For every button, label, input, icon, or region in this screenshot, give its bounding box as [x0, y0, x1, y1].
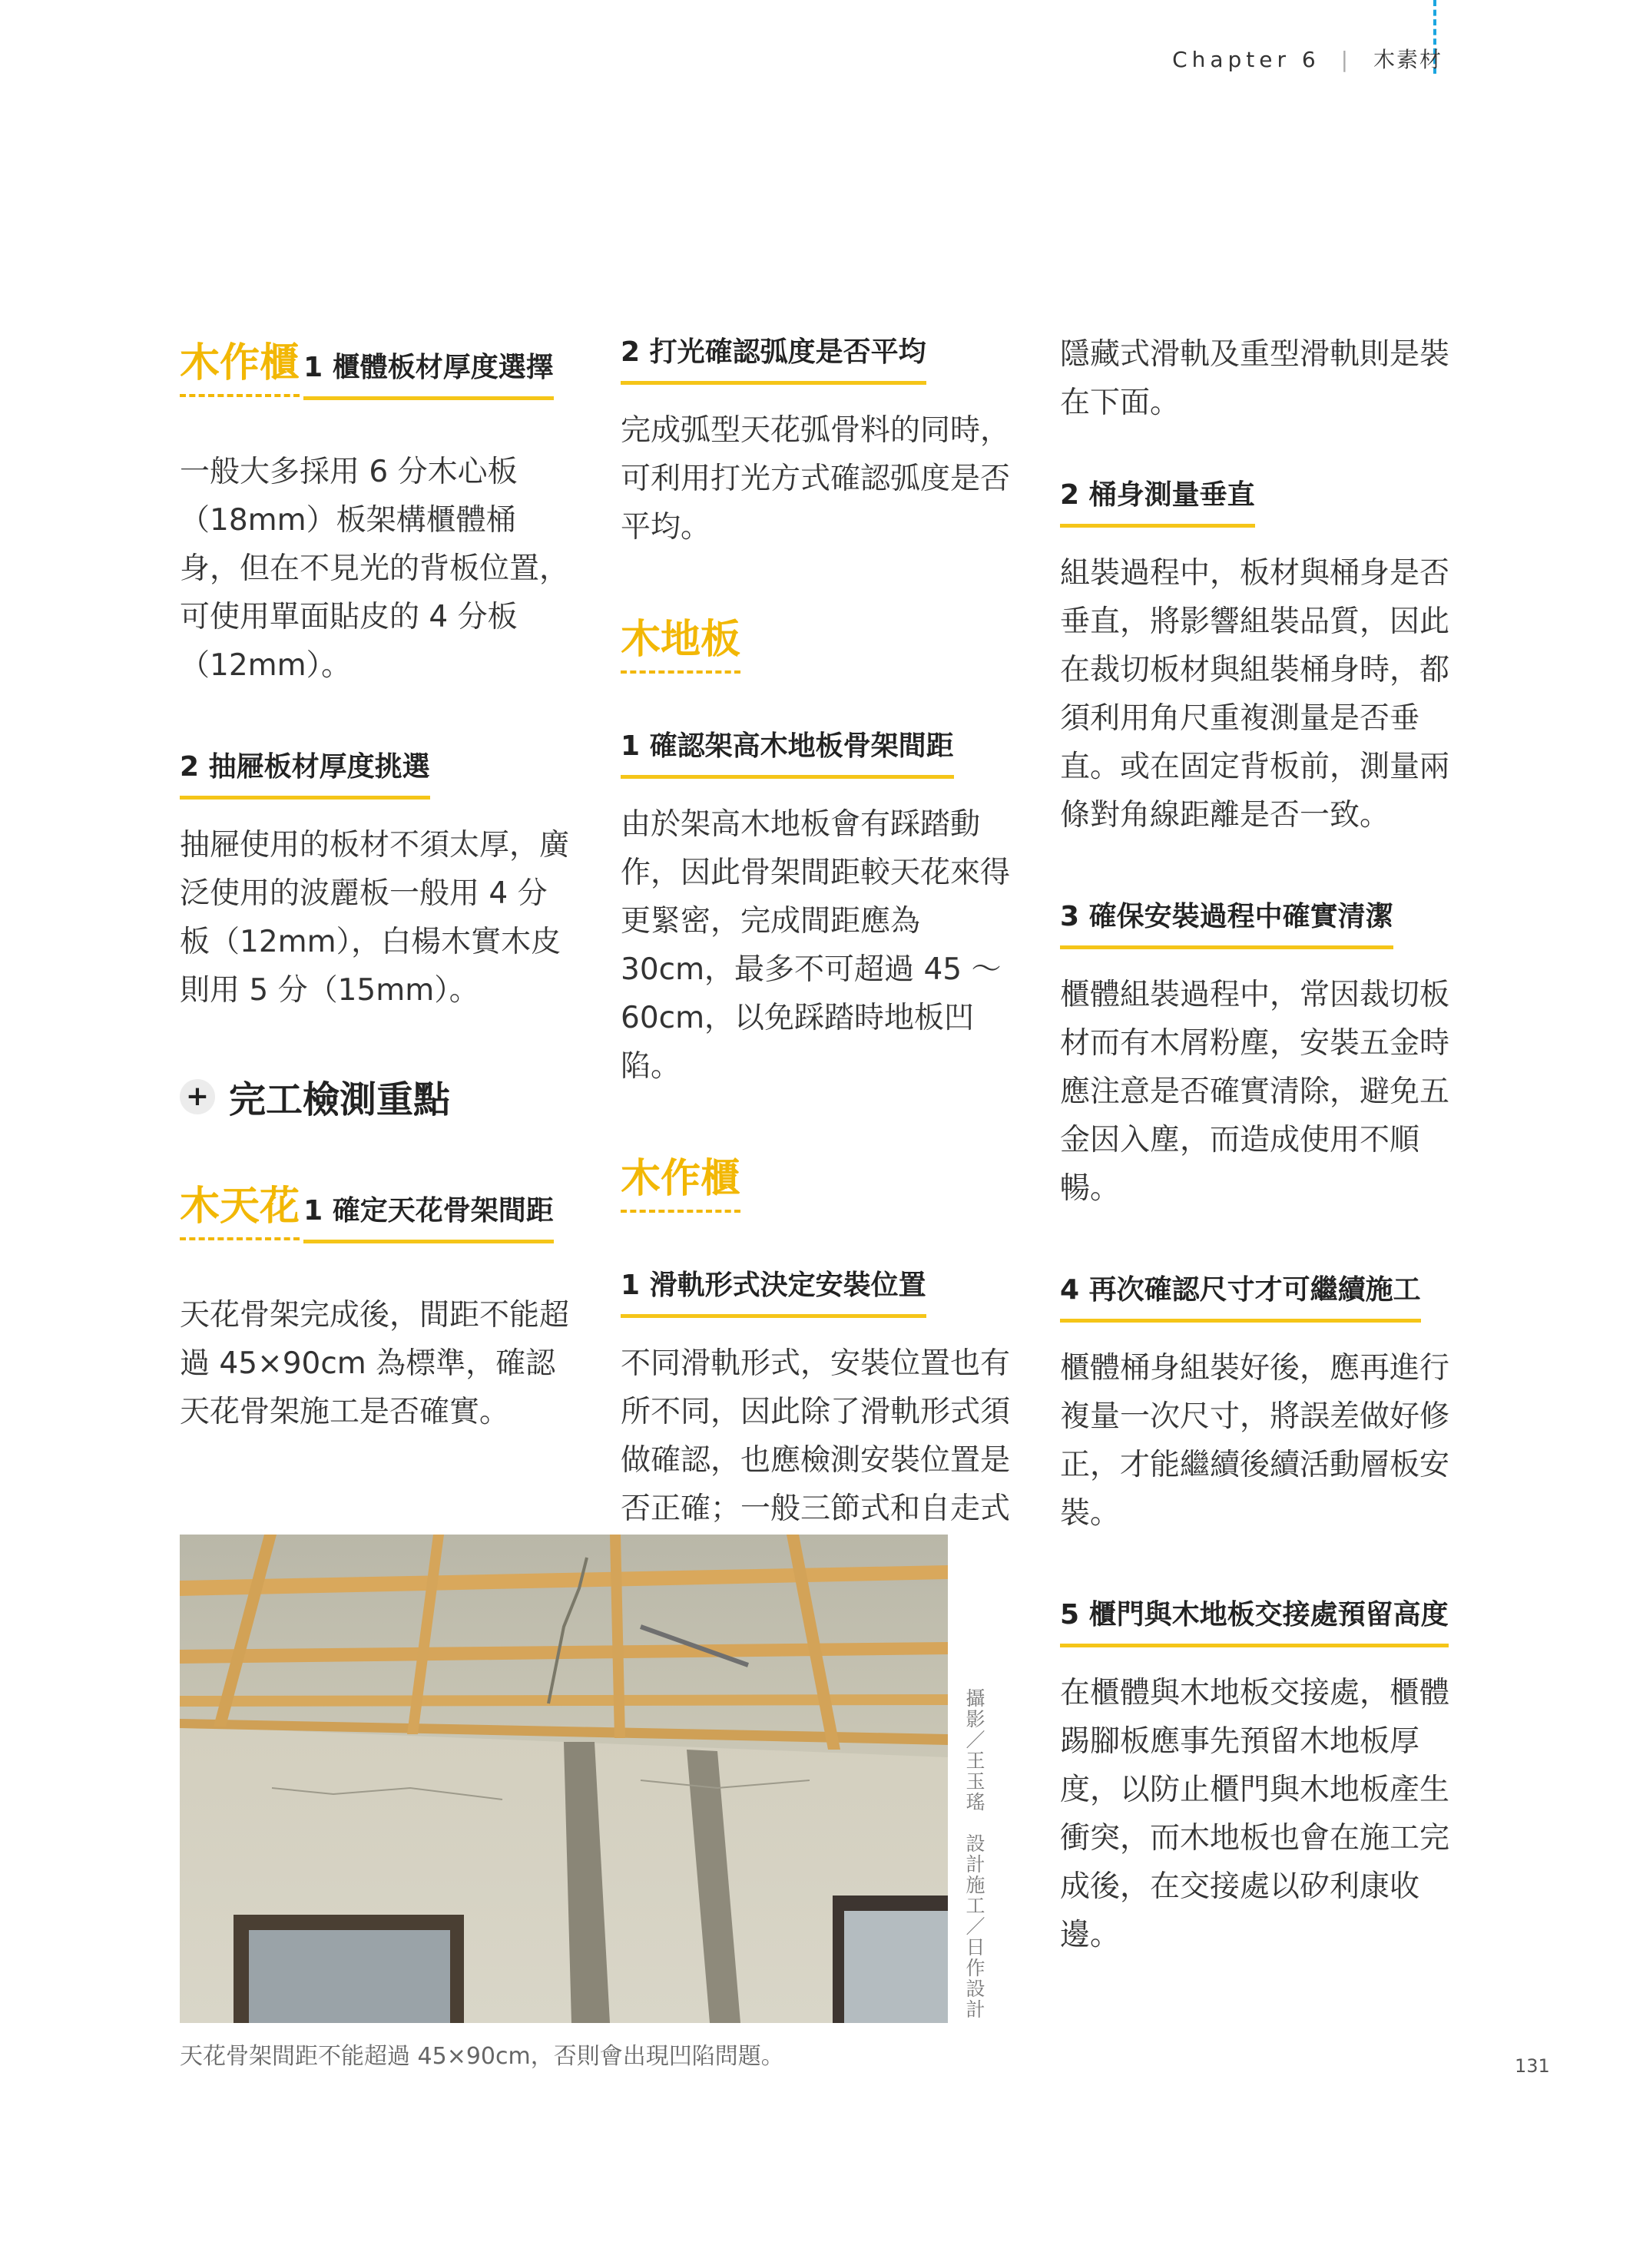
subheading: 1 滑軌形式決定安裝位置: [621, 1263, 926, 1318]
plus-icon: +: [180, 1079, 215, 1114]
category-heading: 木地板: [621, 607, 740, 674]
paragraph: 一般大多採用 6 分木心板（18mm）板架構櫃體桶身，但在不見光的背板位置，可使用單面貼皮的 4 分板（12mm）。: [180, 455, 570, 683]
chapter-label: Chapter 6: [1172, 47, 1320, 72]
subheading: 1 櫃體板材厚度選擇: [303, 346, 554, 400]
paragraph: 櫃體桶身組裝好後，應再進行複量一次尺寸，將誤差做好修正，才能繼續後續活動層板安裝。: [1060, 1351, 1450, 1531]
photo-caption: 天花骨架間距不能超過 45×90cm，否則會出現凹陷問題。: [180, 2043, 784, 2070]
subheading: 5 櫃門與木地板交接處預留高度: [1060, 1593, 1449, 1647]
paragraph: 由於架高木地板會有踩踏動作，因此骨架間距較天花來得更緊密，完成間距應為 30cm，最多不可超過 45 ～ 60cm，以免踩踏時地板凹陷。: [621, 807, 1011, 1084]
paragraph: 組裝過程中，板材與桶身是否垂直，將影響組裝品質，因此在裁切板材與組裝桶身時，都須利用角尺重複測量是否垂直。或在固定背板前，測量兩條對角線距離是否一致。: [1060, 556, 1450, 833]
chapter-title: 木素材: [1373, 47, 1443, 72]
paragraph: 隱藏式滑軌及重型滑軌則是裝在下面。: [1060, 337, 1450, 420]
ceiling-frame-photo: [180, 1535, 948, 2023]
paragraph: 完成弧型天花弧骨料的同時，可利用打光方式確認弧度是否平均。: [621, 413, 1011, 545]
subheading: 1 確認架高木地板骨架間距: [621, 724, 954, 779]
paragraph: 不同滑軌形式，安裝位置也有所不同，因此除了滑軌形式須做確認，也應檢測安裝位置是否正確；一般三節式和自走式: [621, 1346, 1011, 1526]
section-title: 完工檢測重點: [229, 1078, 451, 1121]
paragraph: 抽屜使用的板材不須太厚，廣泛使用的波麗板一般用 4 分板（12mm），白楊木實木皮則用 5 分（15mm）。: [180, 828, 570, 1008]
category-heading: 木作櫃: [621, 1146, 740, 1213]
column-3: [1060, 330, 1453, 2015]
header-divider: |: [1340, 47, 1353, 72]
column-2: [621, 330, 1014, 1637]
subheading: 1 確定天花骨架間距: [303, 1189, 554, 1243]
page-number: 131: [1515, 2055, 1550, 2077]
subheading: 2 桶身測量垂直: [1060, 473, 1255, 528]
running-header: [1172, 43, 1443, 74]
paragraph: 天花骨架完成後，間距不能超過 45×90cm 為標準，確認天花骨架施工是否確實。: [180, 1298, 570, 1429]
paragraph: 櫃體組裝過程中，常因裁切板材而有木屑粉塵，安裝五金時應注意是否確實清除，避免五金因入塵，而造成使用不順暢。: [1060, 978, 1450, 1206]
subheading: 2 抽屜板材厚度挑選: [180, 745, 430, 800]
column-1: [180, 330, 573, 1492]
subheading: 2 打光確認弧度是否平均: [621, 330, 926, 385]
subheading: 3 確保安裝過程中確實清潔: [1060, 895, 1393, 949]
section-heading: [180, 1070, 573, 1123]
subheading: 4 再次確認尺寸才可繼續施工: [1060, 1268, 1421, 1323]
photo-credit: 攝影／王玉瑤 設計施工／日作設計: [963, 1688, 985, 2020]
paragraph: 在櫃體與木地板交接處，櫃體踢腳板應事先預留木地板厚度，以防止櫃門與木地板產生衝突，而木地板也會在施工完成後，在交接處以矽利康收邊。: [1060, 1676, 1450, 1952]
category-heading: 木作櫃: [180, 330, 300, 397]
category-heading: 木天花: [180, 1174, 300, 1240]
